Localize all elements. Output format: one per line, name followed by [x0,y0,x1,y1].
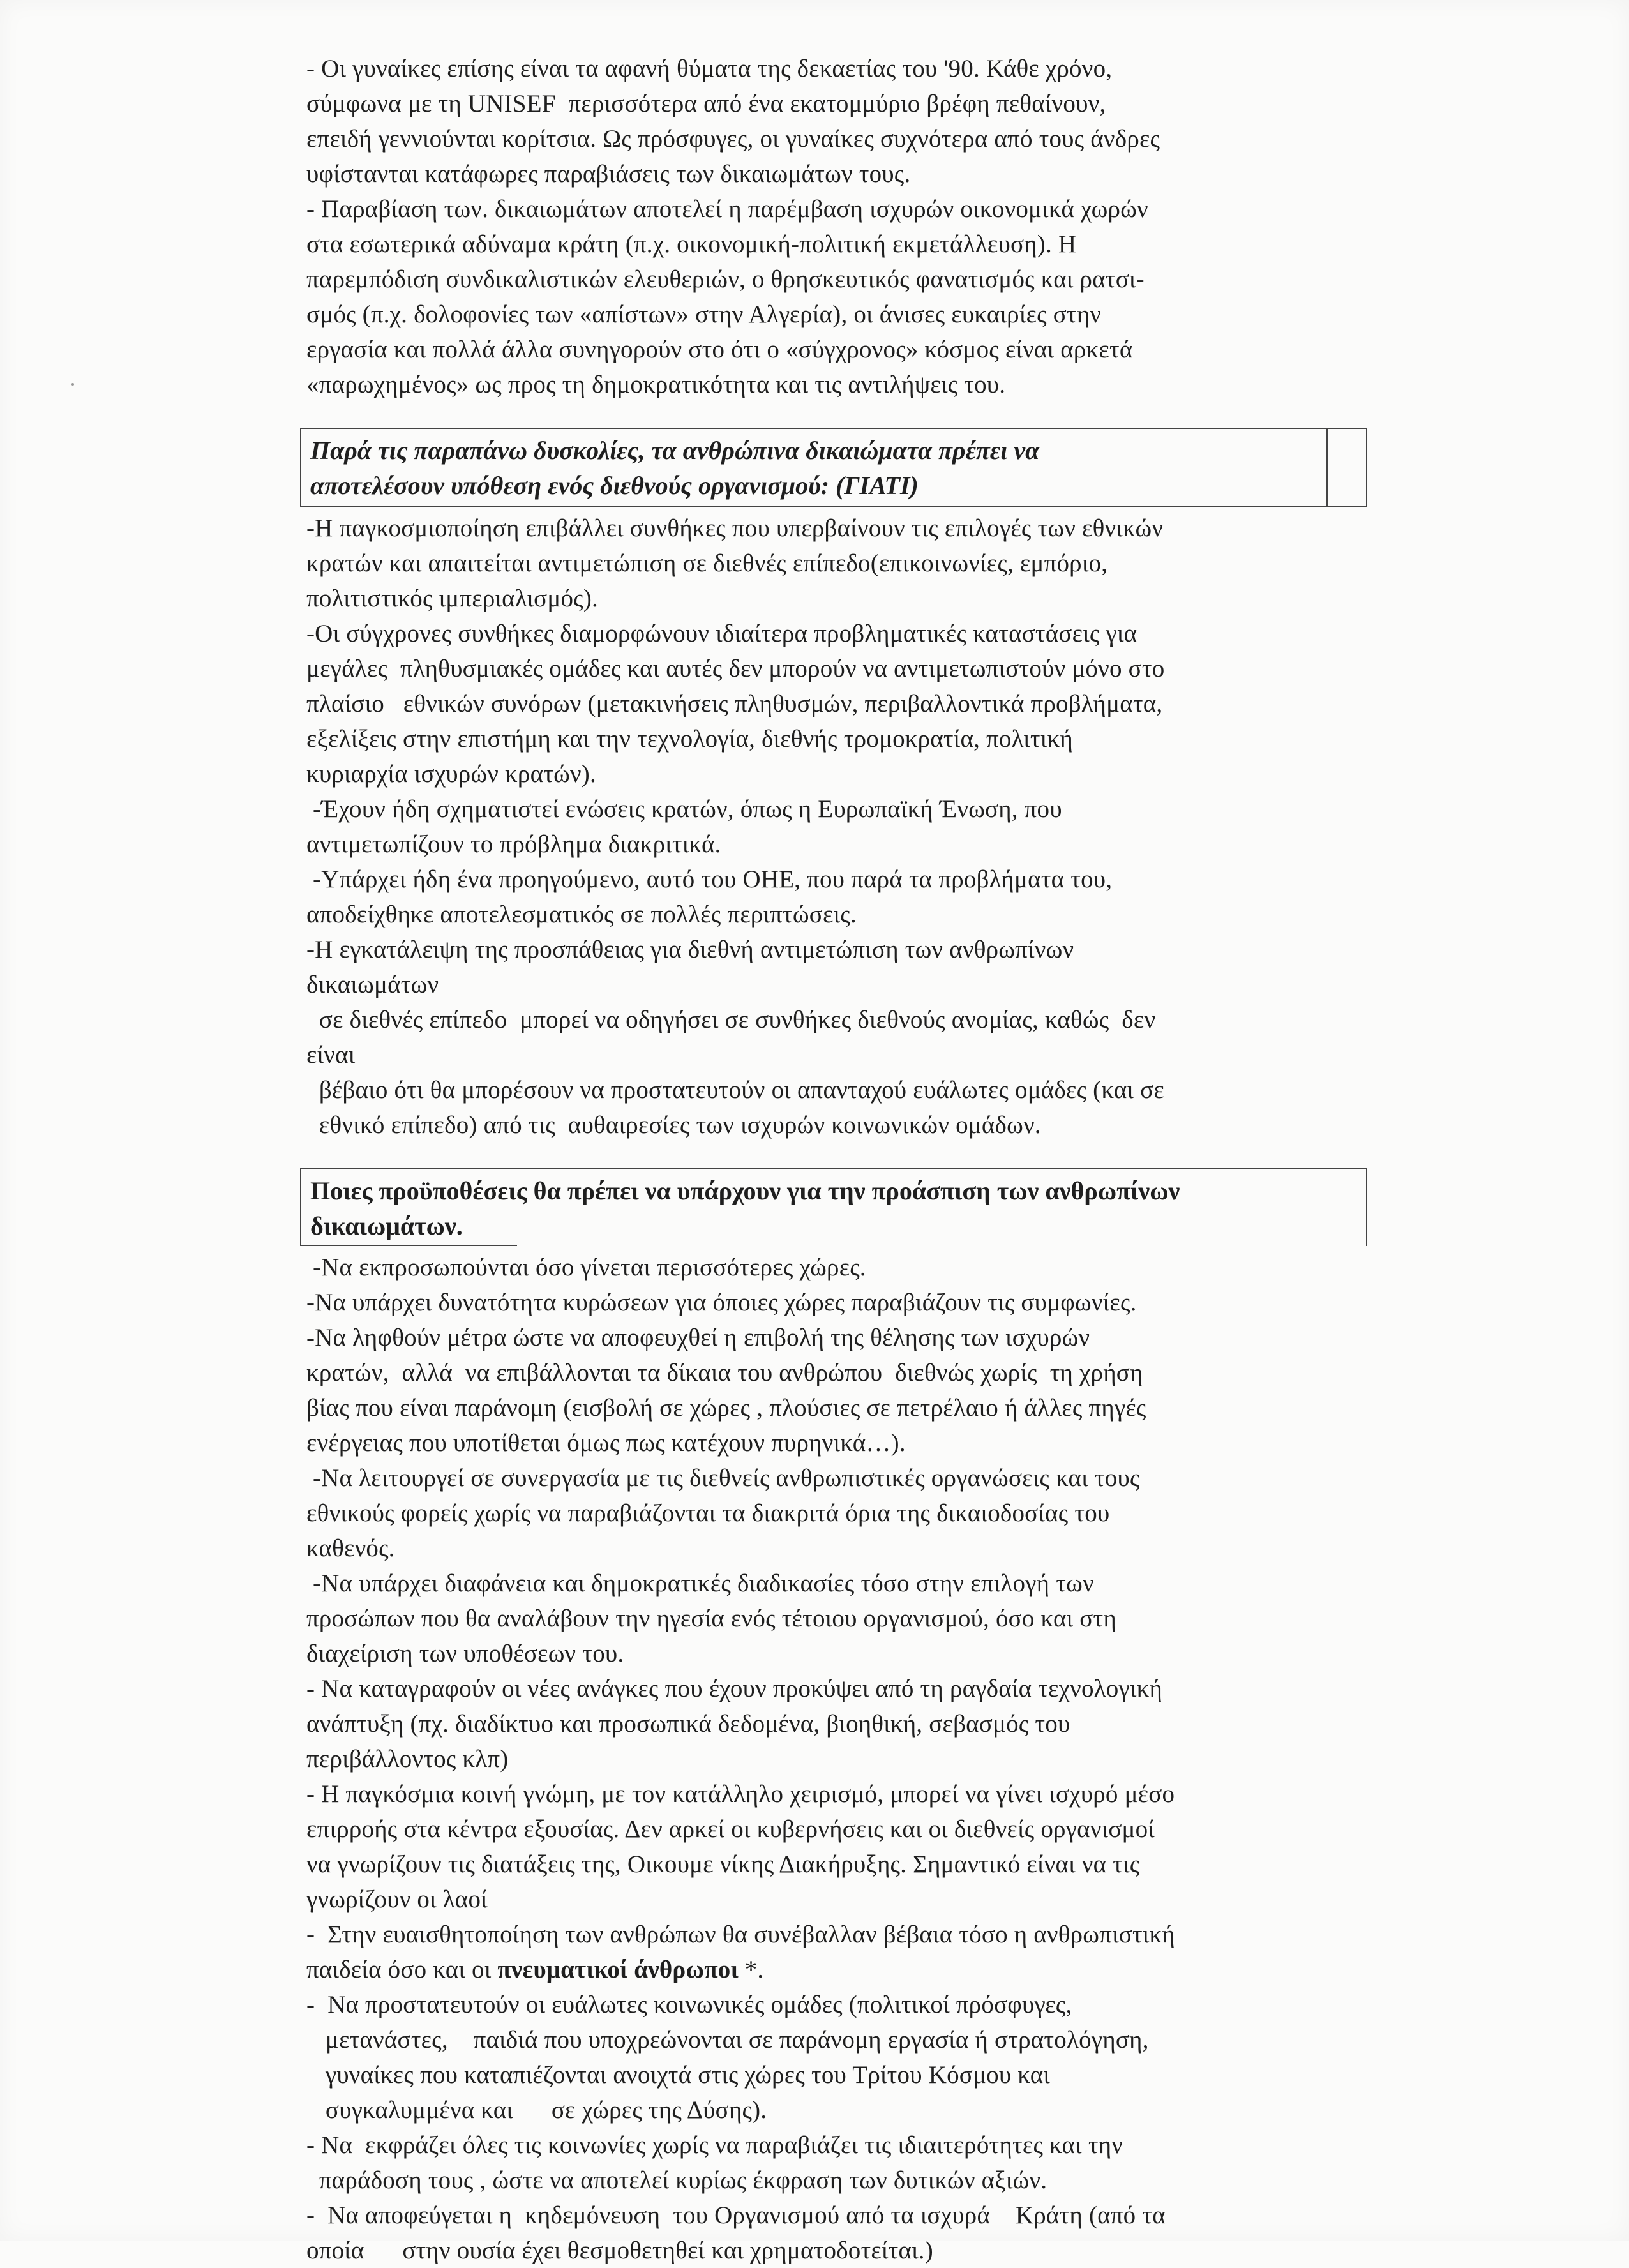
intro-line: - Οι γυναίκες επίσης είναι τα αφανή θύματα της δεκαετίας του '90. Κάθε χρόνο, [306,55,1113,82]
intro-line: σύμφωνα με τη UNISEF περισσότερα από ένα εκατομμύριο βρέφη πεθαίνουν, [306,90,1106,117]
section2-heading-box [300,1168,1367,1246]
intro-line: επειδή γεννιούνται κορίτσια. Ως πρόσφυγες, οι γυναίκες συχνότερα από τους άνδρες [306,125,1160,153]
section2-line: προσώπων που θα αναλάβουν την ηγεσία ενός τέτοιου οργανισμού, όσο και στη [306,1605,1116,1632]
section1-body [306,511,1392,1143]
intro-line: - Παραβίαση των. δικαιωμάτων αποτελεί η παρέμβαση ισχυρών οικονομικά χωρών [306,195,1148,223]
section2-line: βίας που είναι παράνομη (εισβολή σε χώρες , πλούσιες σε πετρέλαιο ή άλλες πηγές [306,1394,1146,1422]
section1-line: μεγάλες πληθυσμιακές ομάδες και αυτές δεν μπορούν να αντιμετωπιστούν μόνο στο [306,655,1165,682]
section2-line: καθενός. [306,1535,395,1562]
section2-line: ανάπτυξη (πχ. διαδίκτυο και προσωπικά δεδομένα, βιοηθική, σεβασμός του [306,1710,1070,1738]
section1-heading-line1: Παρά τις παραπάνω δυσκολίες, τα ανθρώπινα δικαιώματα πρέπει να [310,436,1040,465]
section1-line: αντιμετωπίζουν το πρόβλημα διακριτικά. [306,830,721,858]
bold-line-suffix: *. [738,1956,764,1983]
intro-paragraphs [306,51,1392,402]
section2-line: - Να καταγραφούν οι νέες ανάγκες που έχουν προκύψει από τη ραγδαία τεχνολογική [306,1675,1163,1702]
intro-line: σμός (π.χ. δολοφονίες των «απίστων» στην Αλγερία), οι άνισες ευκαιρίες στην [306,301,1102,328]
section1-line: αποδείχθηκε αποτελεσματικός σε πολλές περιπτώσεις. [306,901,857,928]
section2-line: κρατών, αλλά να επιβάλλονται τα δίκαια του ανθρώπου διεθνώς χωρίς τη χρήση [306,1359,1143,1386]
section1-heading-box [300,428,1367,507]
section2-line: επιρροής στα κέντρα εξουσίας. Δεν αρκεί οι κυβερνήσεις και οι διεθνείς οργανισμοί [306,1815,1155,1843]
section1-line: κυριαρχία ισχυρών κρατών). [306,760,596,788]
section1-line: σε διεθνές επίπεδο μπορεί να οδηγήσει σε συνθήκες διεθνούς ανομίας, καθώς δεν [306,1006,1156,1033]
section2-line: περιβάλλοντος κλπ) [306,1745,509,1773]
intro-line: υφίστανται κατάφωρες παραβιάσεις των δικαιωμάτων τους. [306,160,911,188]
section2-line: μετανάστες, παιδιά που υποχρεώνονται σε παράνομη εργασία ή στρατολόγηση, [306,2026,1149,2054]
bold-line-emphasis: πνευματικοί άνθρωποι [497,1956,739,1983]
document-page [306,51,1392,2268]
section2-line: - Η παγκόσμια κοινή γνώμη, με τον κατάλληλο χειρισμό, μπορεί να γίνει ισχυρό μέσο [306,1780,1175,1808]
section2-line: ενέργειας που υποτίθεται όμως πως κατέχουν πυρηνικά…). [306,1429,906,1457]
section1-line: εθνικό επίπεδο) από τις αυθαιρεσίες των ισχυρών κοινωνικών ομάδων. [306,1111,1041,1139]
section1-line: -Η εγκατάλειψη της προσπάθειας για διεθνή αντιμετώπιση των ανθρωπίνων [306,936,1074,963]
section2-line: γυναίκες που καταπιέζονται ανοιχτά στις χώρες του Τρίτου Κόσμου και [306,2061,1051,2089]
section2-line: - Να αποφεύγεται η κηδεμόνευση του Οργανισμού από τα ισχυρά Κράτη (από τα [306,2202,1166,2229]
section2-line: - Να προστατευτούν οι ευάλωτες κοινωνικές ομάδες (πολιτικοί πρόσφυγες, [306,1991,1072,2018]
section1-line: είναι [306,1041,356,1069]
section1-line: -Η παγκοσμιοποίηση επιβάλλει συνθήκες που υπερβαίνουν τις επιλογές των εθνικών [306,514,1164,542]
section2-line: - Να εκφράζει όλες τις κοινωνίες χωρίς να παραβιάζει τις ιδιαιτερότητες και την [306,2131,1123,2159]
intro-line: εργασία και πολλά άλλα συνηγορούν στο ότι ο «σύγχρονος» κόσμος είναι αρκετά [306,336,1133,363]
intro-line: παρεμπόδιση συνδικαλιστικών ελευθεριών, ο θρησκευτικός φανατισμός και ρατσι- [306,266,1145,293]
bold-line-prefix: παιδεία όσο και οι [306,1956,498,1983]
section2-body-continued [306,1987,1392,2268]
section2-line: να γνωρίζουν τις διατάξεις της, Οικουμε νίκης Διακήρυξης. Σημαντικό είναι να τις [306,1851,1140,1878]
section2-line: παράδοση τους , ώστε να αποτελεί κυρίως έκφραση των δυτικών αξιών. [306,2167,1047,2194]
section1-heading-line2: αποτελέσουν υπόθεση ενός διεθνούς οργανισμού: (ΓΙΑΤΙ) [310,471,919,500]
section2-line: διαχείριση των υποθέσεων του. [306,1640,624,1667]
section2-line: -Να υπάρχει διαφάνεια και δημοκρατικές διαδικασίες τόσο στην επιλογή των [306,1570,1094,1597]
section1-line: εξελίξεις στην επιστήμη και την τεχνολογία, διεθνής τρομοκρατία, πολιτική [306,725,1073,753]
section1-line: -Έχουν ήδη σχηματιστεί ενώσεις κρατών, όπως η Ευρωπαϊκή Ένωση, που [306,795,1062,823]
section1-line: δικαιωμάτων [306,971,439,998]
section1-line: βέβαιο ότι θα μπορέσουν να προστατευτούν οι απανταχού ευάλωτες ομάδες (και σε [306,1076,1164,1104]
section1-line: κρατών και απαιτείται αντιμετώπιση σε διεθνές επίπεδο(επικοινωνίες, εμπόριο, [306,550,1108,577]
section2-line: γνωρίζουν οι λαοί [306,1886,488,1913]
section1-line: πολιτιστικός ιμπεριαλισμός). [306,585,598,612]
section2-heading-line1: Ποιες προϋποθέσεις θα πρέπει να υπάρχουν για την προάσπιση των ανθρωπίνων [310,1176,1180,1205]
scan-speck [71,383,74,386]
section2-line: -Να ληφθούν μέτρα ώστε να αποφευχθεί η επιβολή της θέλησης των ισχυρών [306,1324,1090,1351]
section2-line: -Να λειτουργεί σε συνεργασία με τις διεθνείς ανθρωπιστικές οργανώσεις και τους [306,1464,1140,1492]
section2-line: -Να εκπροσωπούνται όσο γίνεται περισσότερες χώρες. [306,1254,866,1281]
intro-line: στα εσωτερικά αδύναμα κράτη (π.χ. οικονομική-πολιτική εκμετάλλευση). Η [306,230,1077,258]
section1-line: -Οι σύγχρονες συνθήκες διαμορφώνουν ιδιαίτερα προβληματικές καταστάσεις για [306,620,1137,647]
intro-line: «παρωχημένος» ως προς τη δημοκρατικότητα και τις αντιλήψεις του. [306,371,1006,398]
section2-heading-line2: δικαιωμάτων. [310,1212,463,1240]
section2-bold-line [306,1952,1392,1987]
section2-body [306,1250,1392,1952]
section2-line: συγκαλυμμένα και σε χώρες της Δύσης). [306,2096,767,2124]
section2-line: οποία στην ουσία έχει θεσμοθετηθεί και χρηματοδοτείται.) [306,2237,933,2264]
section2-line: εθνικούς φορείς χωρίς να παραβιάζονται τα διακριτά όρια της δικαιοδοσίας του [306,1499,1110,1527]
section1-line: -Υπάρχει ήδη ένα προηγούμενο, αυτό του ΟΗΕ, που παρά τα προβλήματα του, [306,866,1113,893]
section1-line: πλαίσιο εθνικών συνόρων (μετακινήσεις πληθυσμών, περιβαλλοντικά προβλήματα, [306,690,1163,717]
section2-line: - Στην ευαισθητοποίηση των ανθρώπων θα συνέβαλλαν βέβαια τόσο η ανθρωπιστική [306,1921,1175,1948]
section2-line: -Να υπάρχει δυνατότητα κυρώσεων για όποιες χώρες παραβιάζουν τις συμφωνίες. [306,1289,1137,1316]
